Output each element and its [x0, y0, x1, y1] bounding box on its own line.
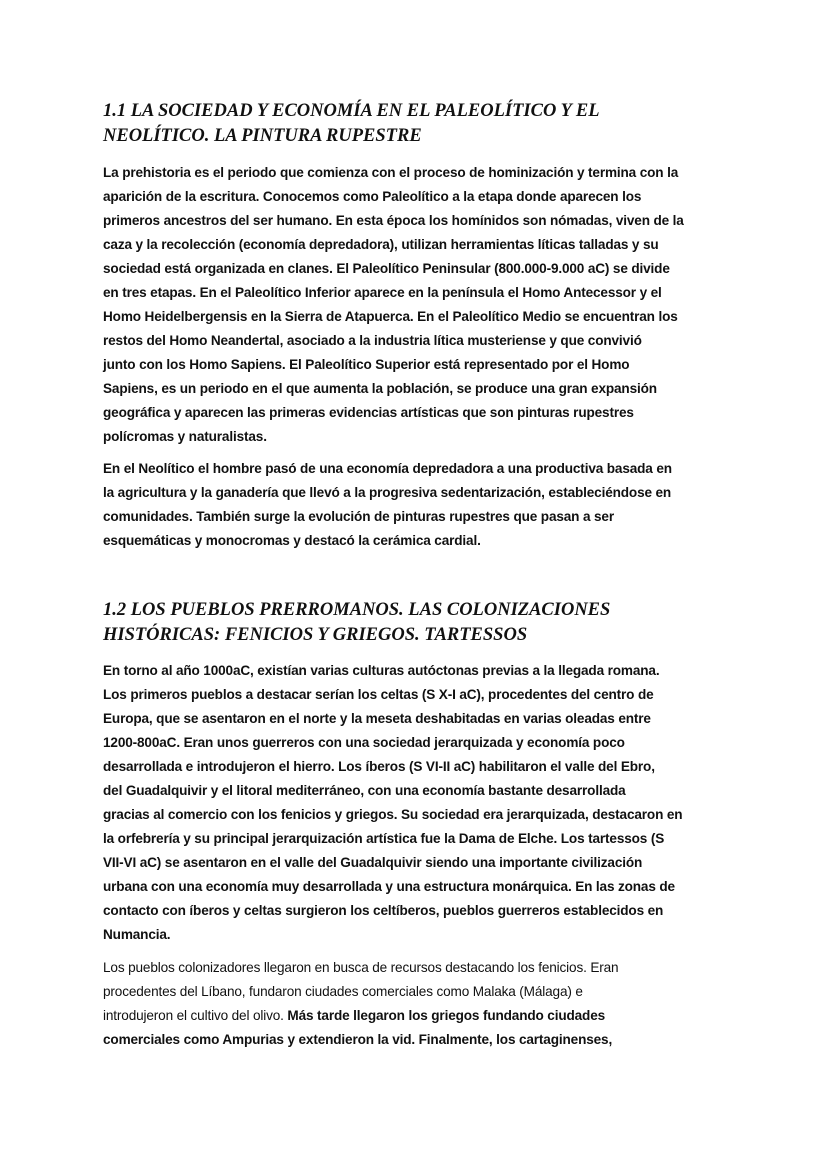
heading-line: HISTÓRICAS: FENICIOS Y GRIEGOS. TARTESSOS [103, 625, 528, 645]
paragraph [103, 457, 672, 553]
bold-text: primeros ancestros del ser humano. En esta época los homínidos son nómadas, viven de la [103, 213, 684, 228]
bold-text: aparición de la escritura. Conocemos como Paleolítico a la etapa donde aparecen los [103, 189, 642, 204]
text-line [103, 923, 682, 947]
bold-text: comunidades. También surge la evolución de pinturas rupestres que pasan a ser [103, 509, 614, 524]
heading-line: 1.2 LOS PUEBLOS PRERROMANOS. LAS COLONIZACIONES [103, 600, 611, 620]
text-line [103, 755, 682, 779]
text-line [103, 457, 672, 481]
bold-text: urbana con una economía muy desarrollada y una estructura monárquica. En las zonas de [103, 879, 675, 894]
text-line [103, 401, 684, 425]
bold-text: del Guadalquivir y el litoral mediterráneo, con una economía bastante desarrollada [103, 783, 626, 798]
heading-line: NEOLÍTICO. LA PINTURA RUPESTRE [103, 126, 422, 146]
text-line [103, 707, 682, 731]
text-line [103, 185, 684, 209]
bold-text: En torno al año 1000aC, existían varias culturas autóctonas previas a la llegada romana. [103, 663, 660, 678]
bold-text: la agricultura y la ganadería que llevó a la progresiva sedentarización, estableciéndose en [103, 485, 672, 500]
bold-text: polícromas y naturalistas. [103, 429, 267, 444]
bold-text: contacto con íberos y celtas surgieron los celtíberos, pueblos guerreros establecidos en [103, 903, 664, 918]
text-line [103, 1004, 618, 1028]
bold-text: La prehistoria es el periodo que comienza con el proceso de hominización y termina con la [103, 165, 679, 180]
text-line [103, 899, 682, 923]
bold-text: Los primeros pueblos a destacar serían los celtas (S X-I aC), procedentes del centro de [103, 687, 654, 702]
text-line [103, 233, 684, 257]
regular-text: introdujeron el cultivo del olivo. [103, 1008, 288, 1023]
bold-text: En el Neolítico el hombre pasó de una economía depredadora a una productiva basada en [103, 461, 672, 476]
bold-text: geográfica y aparecen las primeras evidencias artísticas que son pinturas rupestres [103, 405, 634, 420]
bold-text: Numancia. [103, 927, 171, 942]
text-line [103, 377, 684, 401]
text-line [103, 529, 672, 553]
bold-text: VII-VI aC) se asentaron en el valle del Guadalquivir siendo una importante civilización [103, 855, 643, 870]
section-heading [103, 598, 610, 648]
text-line [103, 329, 684, 353]
text-line [103, 257, 684, 281]
text-line [103, 659, 682, 683]
bold-text: esquemáticas y monocromas y destacó la cerámica cardial. [103, 533, 481, 548]
paragraph [103, 659, 682, 947]
bold-text: comerciales como Ampurias y extendieron la vid. Finalmente, los cartaginenses, [103, 1032, 613, 1047]
text-line [103, 875, 682, 899]
heading-line: 1.1 LA SOCIEDAD Y ECONOMÍA EN EL PALEOLÍTICO Y EL [103, 101, 600, 121]
text-line [103, 161, 684, 185]
paragraph [103, 161, 684, 449]
bold-text: Europa, que se asentaron en el norte y la meseta deshabitadas en varias oleadas entre [103, 711, 651, 726]
text-line [103, 209, 684, 233]
bold-text: junto con los Homo Sapiens. El Paleolítico Superior está representado por el Homo [103, 357, 630, 372]
text-line [103, 956, 618, 980]
bold-text: gracias al comercio con los fenicios y griegos. Su sociedad era jerarquizada, destacaron en [103, 807, 683, 822]
bold-text: Homo Heidelbergensis en la Sierra de Atapuerca. En el Paleolítico Medio se encuentran los [103, 309, 678, 324]
text-line [103, 980, 618, 1004]
paragraph [103, 956, 618, 1052]
text-line [103, 305, 684, 329]
bold-text: 1200-800aC. Eran unos guerreros con una sociedad jerarquizada y economía poco [103, 735, 625, 750]
bold-text: desarrollada e introdujeron el hierro. Los íberos (S VI-II aC) habilitaron el valle del Ebro, [103, 759, 655, 774]
regular-text: procedentes del Líbano, fundaron ciudades comerciales como Malaka (Málaga) e [103, 984, 583, 999]
text-line [103, 779, 682, 803]
text-line [103, 827, 682, 851]
text-line [103, 353, 684, 377]
bold-text: en tres etapas. En el Paleolítico Inferior aparece en la península el Homo Antecessor y el [103, 285, 662, 300]
text-line [103, 683, 682, 707]
section-heading [103, 99, 600, 149]
bold-text: Más tarde llegaron los griegos fundando ciudades [287, 1008, 606, 1023]
text-line [103, 851, 682, 875]
text-line [103, 505, 672, 529]
bold-text: sociedad está organizada en clanes. El Paleolítico Peninsular (800.000-9.000 aC) se divide [103, 261, 670, 276]
bold-text: Sapiens, es un periodo en el que aumenta la población, se produce una gran expansión [103, 381, 657, 396]
bold-text: restos del Homo Neandertal, asociado a la industria lítica musteriense y que convivió [103, 333, 642, 348]
text-line [103, 425, 684, 449]
bold-text: caza y la recolección (economía depredadora), utilizan herramientas líticas talladas y su [103, 237, 659, 252]
text-line [103, 803, 682, 827]
bold-text: la orfebrería y su principal jerarquización artística fue la Dama de Elche. Los tartessos (S [103, 831, 665, 846]
regular-text: Los pueblos colonizadores llegaron en busca de recursos destacando los fenicios. Eran [103, 960, 619, 975]
text-line [103, 281, 684, 305]
text-line [103, 731, 682, 755]
text-line [103, 1028, 618, 1052]
text-line [103, 481, 672, 505]
